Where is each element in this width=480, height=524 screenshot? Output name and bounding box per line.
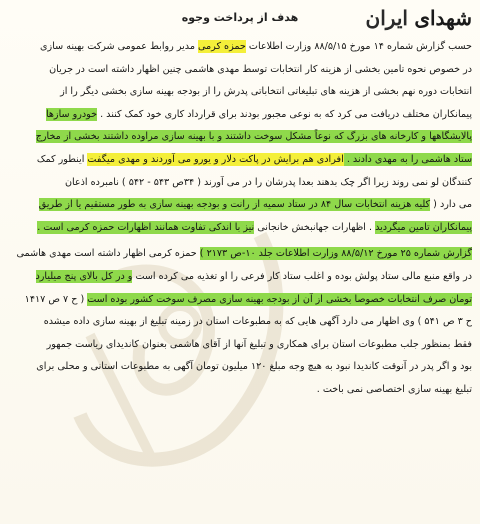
text-line: انتخابات دوره نهم بخشی از هزینه های تبلیغاتی انتخاباتی پدرش را از بودجه بهینه سازی بخشی دیگر را از bbox=[60, 86, 472, 98]
text-line: ستاد هاشمی را به مهدی دادند . افرادی هم برایش در پاکت دلار و یورو می آوردند و مهدی میگفت اینطور کمک bbox=[36, 153, 472, 165]
text-line: گزارش شماره ۲۵ مورخ ۸۸/۵/۱۲ وزارت اطلاعات جلد ۱۰-ص ۲۱۷۳ ) حمزه کرمی اظهار داشته است مهدی هاشمی bbox=[16, 248, 472, 260]
text-line: در خصوص نحوه تامین بخشی از هزینه کار انتخابات توسط مهدی هاشمی چنین اظهار داشته است در جریان bbox=[49, 63, 472, 75]
text-line: در واقع منبع مالی ستاد پولش بوده و اغلب ستاد کار فرعی را او تغذیه می کرده است و در کل بالای پنج میلیارد bbox=[35, 270, 472, 282]
text-line: تبلیغ بهینه سازی اختصاصی نمی باخت . bbox=[316, 383, 472, 395]
highlight-green: کلیه هزینه انتخابات سال ۸۴ در ستاد سمیه از رانت و بودجه بهینه سازی به طور مستقیم یا از طریق bbox=[38, 199, 431, 211]
text-line: می دارد ( کلیه هزینه انتخابات سال ۸۴ در ستاد سمیه از رانت و بودجه بهینه سازی به طور مستقیم یا از طریق bbox=[38, 199, 472, 211]
document-body bbox=[10, 36, 472, 402]
text-line: کنندگان لو نمی روند زیرا اگر چک بدهند بعدا پدرشان را در می آورند ( ۳۴ص ۵۴۳ - ۵۴۲ ) نامبرده اذعان bbox=[64, 176, 472, 188]
highlight-green: پیمانکاران تامین میگردید bbox=[375, 221, 472, 233]
text-line: ح ۳ ص ۵۴۱ ) وی اظهار می دارد آگهی هایی که به مطبوعات استان در زمینه تبلیغ از بهینه سازی داده میشده bbox=[43, 316, 472, 328]
highlight-green: و در کل بالای پنج میلیارد bbox=[35, 270, 133, 282]
highlight-yellow: حمزه کرمی bbox=[198, 41, 246, 52]
highlight-yellow: افرادی هم برایش در پاکت دلار و یورو می آوردند و مهدی میگفت bbox=[87, 153, 344, 165]
highlight-green: گزارش شماره ۲۵ مورخ ۸۸/۵/۱۲ وزارت اطلاعات جلد ۱۰-ص ۲۱۷۳ ) bbox=[199, 248, 472, 260]
text-line: تومان صرف انتخابات خصوصا بخشی از آن از بودجه بهینه سازی مصرف سوخت کشور بوده است ( ح ۷ ص ۱۴۱۷ bbox=[24, 293, 472, 305]
text-line: پیمانکاران تامین میگردید . اظهارات جهانبخش خانجانی نیز با اندکی تفاوت همانند اظهارات حمزه کرمی است . bbox=[37, 221, 472, 233]
highlight-green: خودرو سازها bbox=[45, 108, 98, 120]
highlight-green: تومان صرف انتخابات خصوصا بخشی از آن از بودجه بهینه سازی مصرف سوخت کشور بوده است bbox=[87, 293, 472, 305]
highlight-green: پالایشگاهها و کارخانه های بزرگ bbox=[346, 131, 472, 143]
text-line: پیمانکاران مختلف دریافت می کرد که به نوعی مجبور بودند برای قرارداد کاری خود کمک کنند . خودرو سازها bbox=[45, 108, 472, 120]
document-title: هدف از پرداخت وجوه bbox=[181, 11, 299, 24]
site-logo: شهدای ایران bbox=[365, 6, 472, 30]
text-line: فقط بمنظور جلب مطبوعات استان برای همکاری و تبلیغ آنها از آقای هاشمی بعنوان کاندیدای ریاست جمهور bbox=[46, 338, 472, 350]
text-line: بود و اگر پدر در آنوقت کاندیدا نبود به هیچ وجه مبلغ ۱۲۰ میلیون تومان آگهی به مطبوعات استانی و محلی برای bbox=[36, 361, 472, 373]
text-line: پالایشگاهها و کارخانه های بزرگ که نوعاً مشکل سوخت داشتند و با بهینه سازی مراوده داشتند بخشی از مخارج bbox=[35, 131, 472, 143]
text-line: حسب گزارش شماره ۱۴ مورخ ۸۸/۵/۱۵ وزارت اطلاعات حمزه کرمی مدیر روابط عمومی شرکت بهینه سازی bbox=[40, 41, 472, 52]
